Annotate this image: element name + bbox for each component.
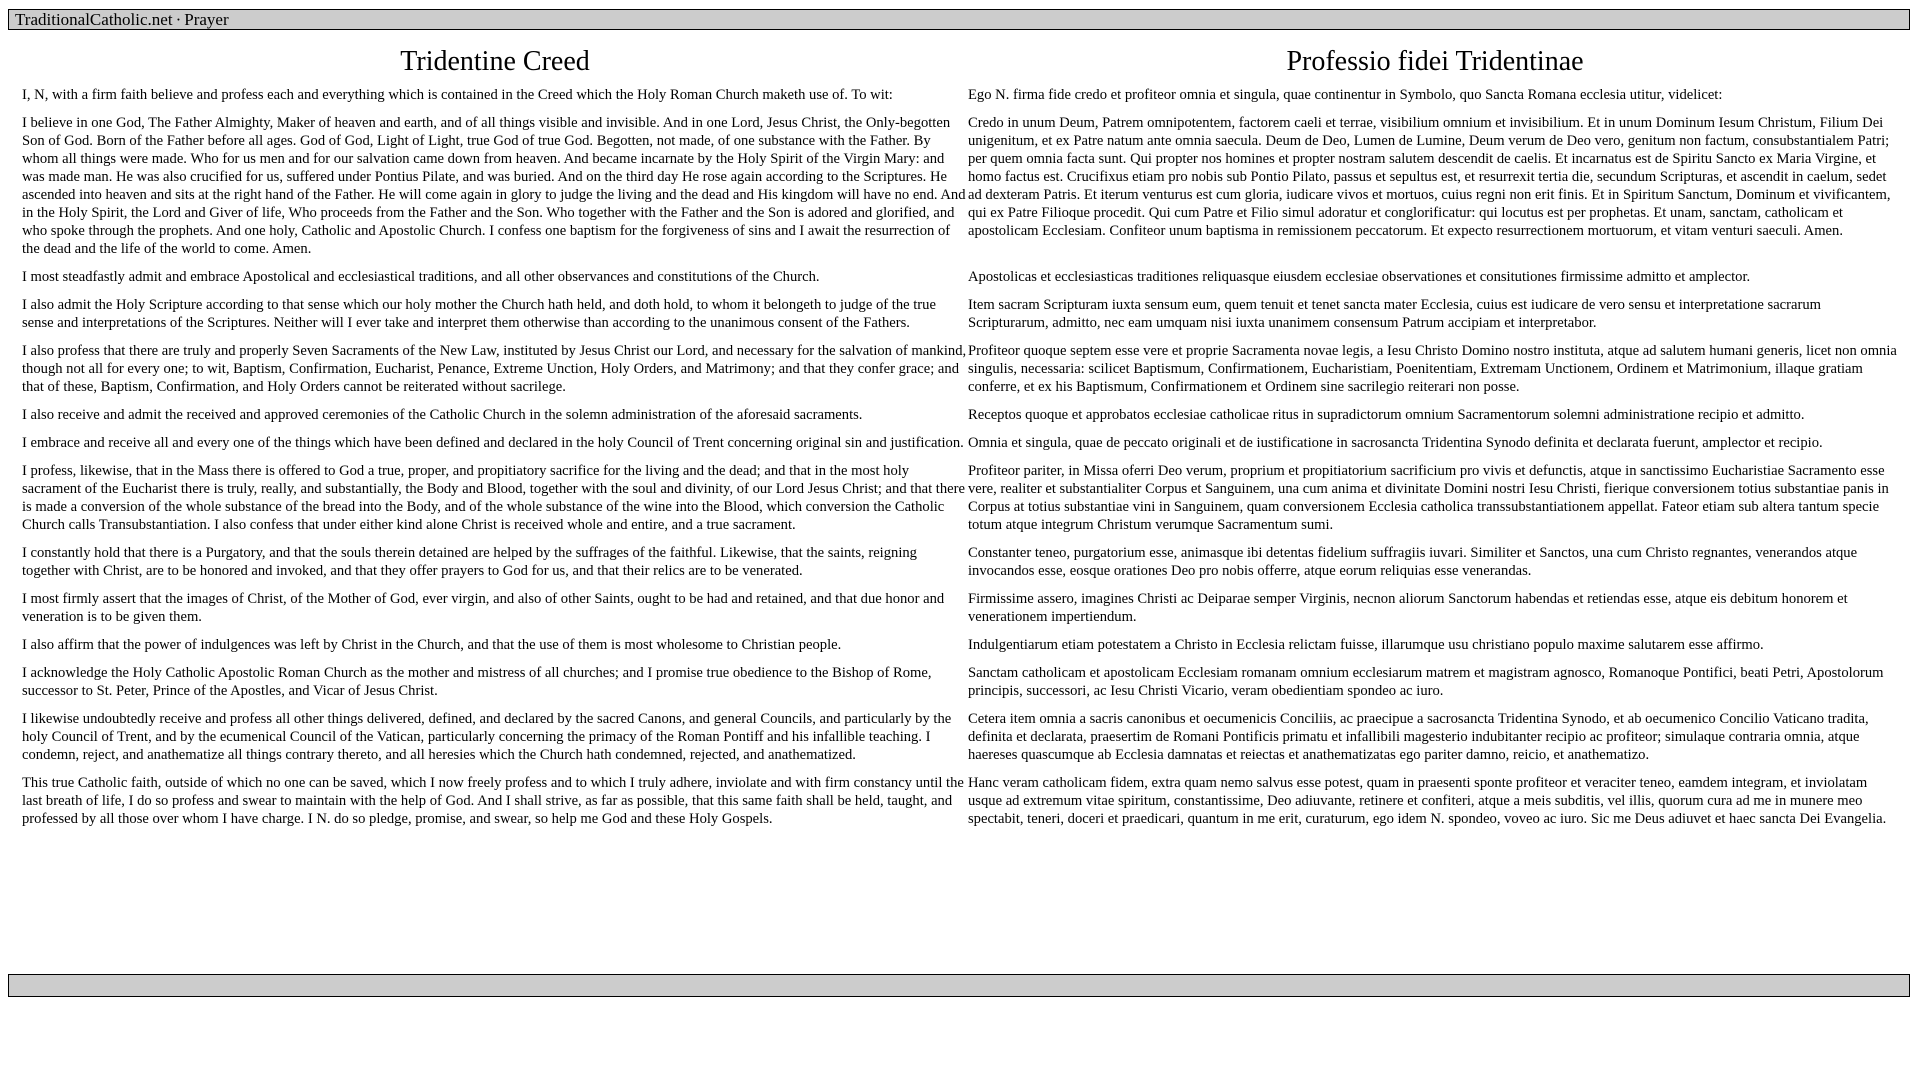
paragraph-row [22, 114, 1902, 258]
english-paragraph: I also affirm that the power of indulgences was left by Christ in the Church, and that the use of them is most wholesome to Christian people. [22, 637, 842, 653]
english-paragraph: I believe in one God, The Father Almighty, Maker of heaven and earth, and of all things visible and invisible. And in one Lord, Jesus Christ, the Only-begotten Son of God. Born of the Father before all ages. God of God, Light of Light, true God of true God. Begotten, not made, of one substance with the Father. By whom all things were made. Who for us men and for our salvation came down from heaven. And became incarnate by the Holy Spirit of the Virgin Mary: and was made man. He was also crucified for us, suffered under Pontius Pilate, and was buried. And on the third day He rose again according to the Scriptures. He ascended into heaven and sits at the right hand of the Father. He will come again in glory to judge the living and the dead and His kingdom will have no end. And in the Holy Spirit, the Lord and Giver of life, Who proceeds from the Father and the Son. Who together with the Father and the Son is adored and glorified, and who spoke through the prophets. And one holy, Catholic and Apostolic Church. I confess one baptism for the forgiveness of sins and I await the resurrection of the dead and the life of the world to come. Amen. [22, 115, 966, 257]
paragraph-row [22, 544, 1902, 580]
bottom-navigation-bar [8, 974, 1910, 997]
top-navigation-bar [8, 9, 1910, 30]
paragraph-row [22, 664, 1902, 700]
latin-paragraph: Sanctam catholicam et apostolicam Ecclesiam romanam omnium ecclesiarum matrem et magistram agnosco, Romanoque Pontifici, beati Petri, Apostolorum principis, successori, ac Iesu Christi Vicario, veram obedientiam spondeo ac iuro. [968, 665, 1884, 699]
latin-paragraph: Item sacram Scripturam iuxta sensum eum, quem tenuit et tenet sancta mater Ecclesia, cuius est iudicare de vero sensu et interpretatione sacrarum Scripturarum, admitto, nec eam umquam nisi iuxta unanimem consensum Patrum accipiam et interpretabor. [968, 297, 1822, 331]
paragraph-row [22, 462, 1902, 534]
latin-paragraph: Constanter teneo, purgatorium esse, animasque ibi detentas fidelium suffragiis iuvari. Similiter et Sanctos, una cum Christo regnantes, venerandos atque invocandos esse, eosque orationes Deo pro nobis offerre, atque eorum reliquias esse venerandas. [968, 545, 1858, 579]
english-paragraph: I most steadfastly admit and embrace Apostolical and ecclesiastical traditions, and all other observances and constitutions of the Church. [22, 269, 820, 285]
paragraph-row [22, 406, 1902, 424]
latin-paragraph: Credo in unum Deum, Patrem omnipotentem, factorem caeli et terrae, visibilium omnium et invisibilium. Et in unum Dominum Iesum Christum, Filium Dei unigenitum, et ex Patre natum ante omnia saecula. Deum de Deo, Lumen de Lumine, Deum verum de Deo vero, genitum non factum, consubstantialem Patri; per quem omnia facta sunt. Qui propter nos homines et propter nostram salutem descendit de caelis. Et incarnatus est de Spiritu Sancto ex Maria Virgine, et homo factus est. Crucifixus etiam pro nobis sub Pontio Pilato, passus et sepultus est, et resurrexit tertia die, secundum Scripturas, et ascendit in caelum, sedet ad dexteram Patris. Et iterum venturus est cum gloria, iudicare vivos et mortuos, cuius regni non erit finis. Et in Spiritum Sanctum, Dominum et vivificantem, qui ex Patre Filioque procedit. Qui cum Patre et Filio simul adoratur et conglorificatur: qui locutus est per prophetas. Et unam, sanctam, catholicam et apostolicam Ecclesiam. Confiteor unum baptisma in remissionem peccatorum. Et expecto resurrectionem mortuorum, et vitam venturi saeculi. Amen. [968, 115, 1891, 239]
breadcrumb-separator: · [175, 10, 182, 29]
creed-content [22, 44, 1902, 838]
paragraph-row [22, 268, 1902, 286]
english-paragraph: I most firmly assert that the images of Christ, of the Mother of God, ever virgin, and also of other Saints, ought to be had and retained, and that due honor and veneration is to be given them. [22, 591, 945, 625]
english-paragraph: I constantly hold that there is a Purgatory, and that the souls therein detained are helped by the suffrages of the faithful. Likewise, that the saints, reigning together with Christ, are to be honored and invoked, and that they offer prayers to God for us, and that their relics are to be venerated. [22, 545, 917, 579]
paragraph-row [22, 342, 1902, 396]
english-paragraph: I also receive and admit the received and approved ceremonies of the Catholic Church in the solemn administration of the aforesaid sacraments. [22, 407, 863, 423]
latin-paragraph: Omnia et singula, quae de peccato originali et de iustificatione in sacrosancta Tridentina Synodo definita et declarata fuerunt, amplector et recipio. [968, 435, 1823, 451]
latin-title: Professio fidei Tridentinae [1286, 46, 1584, 77]
latin-paragraph: Profiteor pariter, in Missa oferri Deo verum, proprium et propitiatorium sacrificium pro vivis et defunctis, atque in sanctissimo Eucharistiae Sacramento esse vere, realiter et substantialiter Corpus et Sanguinem, una cum anima et divinitate Domini nostri Iesu Christi, fierique conversionem totius substantiae panis in Corpus at totius substantiae vini in Sanguinem, quam conversionem Ecclesia catholica transsubstantiationem appellat. Fateor etiam sub altera tantum specie totum atque integrum Christum verumque Sacramentum sumi. [968, 463, 1889, 533]
english-paragraph: I embrace and receive all and every one of the things which have been defined and declared in the holy Council of Trent concerning original sin and justification. [22, 435, 964, 451]
english-paragraph: I also admit the Holy Scripture according to that sense which our holy mother the Church hath held, and doth hold, to whom it belongeth to judge of the true sense and interpretations of the Scriptures. Neither will I ever take and interpret them otherwise than according to the unanimous consent of the Fathers. [22, 297, 936, 331]
latin-paragraph: Indulgentiarum etiam potestatem a Christo in Ecclesia relictam fuisse, illarumque usu christiano populo maxime salutarem esse affirmo. [968, 637, 1764, 653]
english-paragraph: I profess, likewise, that in the Mass there is offered to God a true, proper, and propitiatory sacrifice for the living and the dead; and that in the most holy sacrament of the Eucharist there is truly, really, and substantially, the Body and Blood, together with the soul and divinity, of our Lord Jesus Christ; and that there is made a conversion of the whole substance of the bread into the Body, and of the whole substance of the wine into the Blood, which conversion the Catholic Church calls Transubstantiation. I also confess that under either kind alone Christ is received whole and entire, and a true sacrament. [22, 463, 965, 533]
paragraph-row [22, 710, 1902, 764]
paragraph-row [22, 296, 1902, 332]
english-paragraph: I acknowledge the Holy Catholic Apostolic Roman Church as the mother and mistress of all churches; and I promise true obedience to the Bishop of Rome, successor to St. Peter, Prince of the Apostles, and Vicar of Jesus Christ. [22, 665, 932, 699]
latin-paragraph: Profiteor quoque septem esse vere et proprie Sacramenta novae legis, a Iesu Christo Domino nostro instituta, atque ad salutem humani generis, licet non omnia singulis, necessaria: scilicet Baptismum, Confirmationem, Eucharistiam, Poenitentiam, Extremam Unctionem, Ordinem et Matrimonium, illaque gratiam conferre, et ex his Baptismum, Confirmationem et Ordinem sine sacrilegio reiterari non posse. [968, 343, 1897, 395]
english-paragraph: I, N, with a firm faith believe and profess each and everything which is contained in the Creed which the Holy Roman Church maketh use of. To wit: [22, 87, 893, 103]
paragraph-row [22, 86, 1902, 104]
latin-paragraph: Cetera item omnia a sacris canonibus et oecumenicis Conciliis, ac praecipue a sacrosancta Tridentina Synodo, et ab oecumenico Concilio Vaticano tradita, definita et declarata, praesertim de Romani Pontificis primatu et infallibili magesterio indubitanter recipio ac profiteor; simulaque contraria omnia, atque haereses quascumque ab Ecclesia damnatas et reiectas et anathematizatas ego pariter damno, reicio, et anathematizo. [968, 711, 1869, 763]
english-paragraph: I likewise undoubtedly receive and profess all other things delivered, defined, and declared by the sacred Canons, and general Councils, and particularly by the holy Council of Trent, and by the ecumenical Council of the Vatican, particularly concerning the primacy of the Roman Pontiff and his infallible teaching. I condemn, reject, and anathematize all things contrary thereto, and all heresies which the Church hath condemned, rejected, and anathematized. [22, 711, 952, 763]
section-link-prayer[interactable]: Prayer [184, 10, 229, 29]
latin-paragraph: Firmissime assero, imagines Christi ac Deiparae semper Virginis, necnon aliorum Sanctorum habendas et retiendas esse, atque eis debitum honorem et venerationem impertiendum. [968, 591, 1848, 625]
english-paragraph: This true Catholic faith, outside of which no one can be saved, which I now freely profess and to which I truly adhere, inviolate and with firm constancy until the last breath of life, I do so profess and swear to maintain with the help of God. And I shall strive, as far as possible, that this same faith shall be held, taught, and professed by all those over whom I have charge. I N. do so pledge, promise, and swear, so help me God and these Holy Gospels. [22, 775, 964, 827]
title-row [22, 44, 1902, 80]
latin-paragraph: Ego N. firma fide credo et profiteor omnia et singula, quae continentur in Symbolo, quo Sancta Romana ecclesia utitur, videlicet: [968, 87, 1723, 103]
paragraph-row [22, 774, 1902, 828]
paragraph-table [22, 86, 1902, 828]
paragraph-row [22, 590, 1902, 626]
english-paragraph: I also profess that there are truly and properly Seven Sacraments of the New Law, instituted by Jesus Christ our Lord, and necessary for the salvation of mankind, though not all for every one; to wit, Baptism, Confirmation, Eucharist, Penance, Extreme Unction, Holy Orders, and Matrimony; and that they confer grace; and that of these, Baptism, Confirmation, and Holy Orders cannot be reiterated without sacrilege. [22, 343, 967, 395]
site-home-link[interactable]: TraditionalCatholic.net [15, 10, 173, 29]
paragraph-row [22, 434, 1902, 452]
paragraph-row [22, 636, 1902, 654]
latin-paragraph: Hanc veram catholicam fidem, extra quam nemo salvus esse potest, quam in praesenti sponte profiteor et veraciter teneo, eamdem integram, et inviolatam usque ad extremum vitae spiritum, constantissime, Deo adiuvante, retinere et confiteri, atque a meis subditis, vel illis, quorum cura ad me in munere meo spectabit, teneri, doceri et praedicari, quantum in me erit, curaturum, ego idem N. spondeo, voveo ac iuro. Sic me Deus adiuvet et haec sancta Dei Evangelia. [968, 775, 1887, 827]
english-title: Tridentine Creed [400, 46, 590, 77]
latin-paragraph: Apostolicas et ecclesiasticas traditiones reliquasque eiusdem ecclesiae observationes et consitutiones firmissime admitto et amplector. [968, 269, 1751, 285]
latin-paragraph: Receptos quoque et approbatos ecclesiae catholicae ritus in supradictorum omnium Sacramentorum solemni administratione recipio et admitto. [968, 407, 1805, 423]
